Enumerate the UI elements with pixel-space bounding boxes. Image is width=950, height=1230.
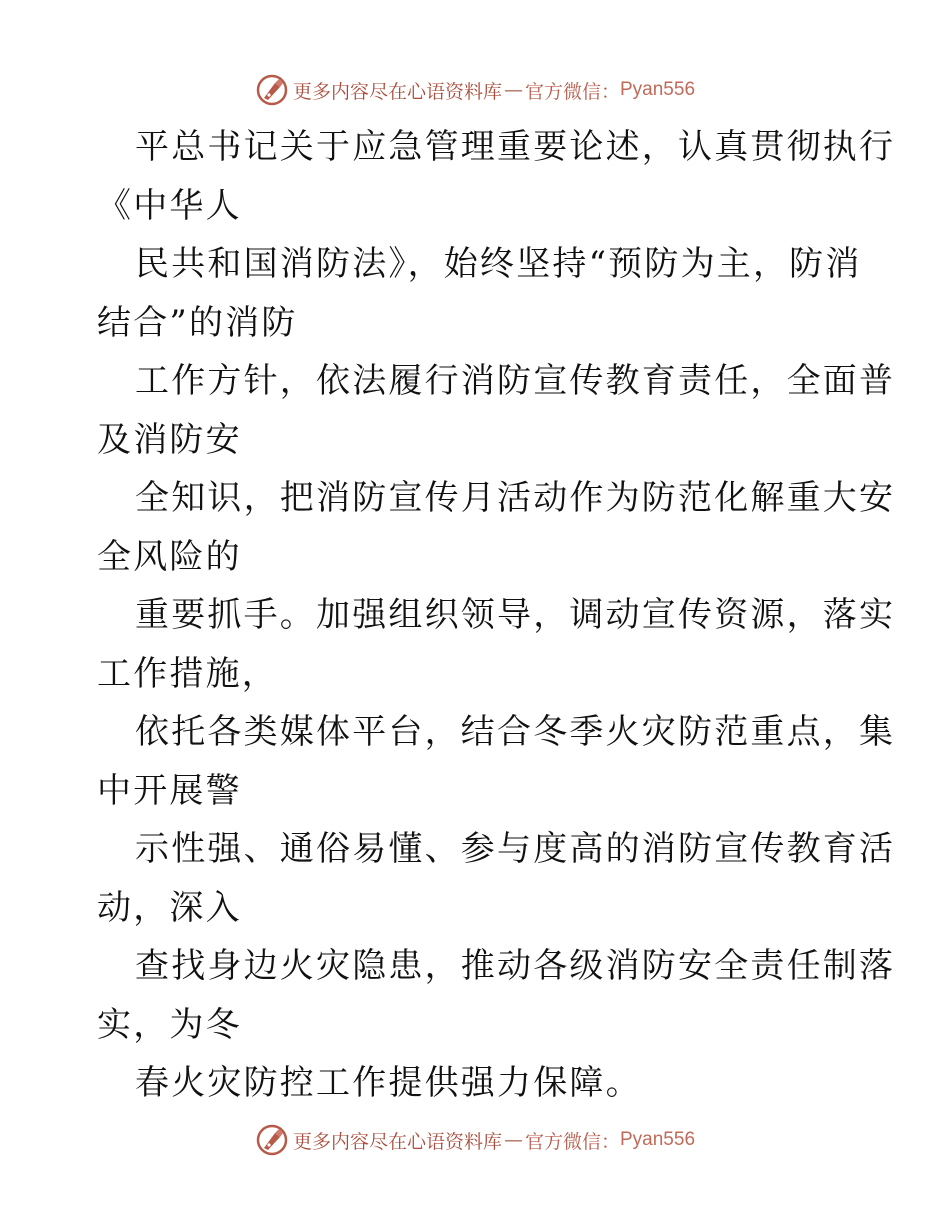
watermark-wechat-id: Pyan556 [620,79,696,100]
text-line: 平总书记关于应急管理重要论述，认真贯彻执行 [135,127,896,167]
watermark-main-text: 更多内容尽在心语资料库 [292,80,502,103]
text-line: 示性强、通俗易懂、参与度高的消防宣传教育活 [135,829,896,869]
text-line: 春火灾防控工作提供强力保障。 [135,1063,642,1103]
text-line: 全知识，把消防宣传月活动作为防范化解重大安 [135,478,896,518]
watermark-wechat-label: 官方微信： [524,1130,620,1153]
text-line: 结合”的消防 [97,302,298,343]
footer-watermark [0,1120,950,1160]
watermark-main-text: 更多内容尽在心语资料库 [292,1130,502,1153]
watermark-separator: — [503,79,523,101]
text-line: 工作措施， [97,653,278,694]
text-line: 依托各类媒体平台，结合冬季火灾防范重点，集 [135,712,896,752]
text-line: 实，为冬 [97,1004,242,1045]
watermark-separator: — [503,1129,523,1151]
text-line: 重要抓手。加强组织领导，调动宣传资源，落实 [135,595,896,635]
text-line: 工作方针，依法履行消防宣传教育责任，全面普 [135,361,896,401]
pen-nib-logo-icon [255,1123,289,1157]
text-line: 《中华人 [97,185,242,226]
text-line: 及消防安 [97,419,242,460]
text-line: 全风险的 [97,536,242,577]
watermark-wechat-id: Pyan556 [620,1129,696,1150]
document-body [97,118,896,1113]
text-line: 中开展警 [97,770,242,811]
pen-nib-logo-icon [255,73,289,107]
text-line: 民共和国消防法》，始终坚持“预防为主，防消 [135,244,862,284]
text-line: 动，深入 [97,887,242,928]
text-line: 查找身边火灾隐患，推动各级消防安全责任制落 [135,946,896,986]
header-watermark [0,70,950,110]
watermark-wechat-label: 官方微信： [524,80,620,103]
